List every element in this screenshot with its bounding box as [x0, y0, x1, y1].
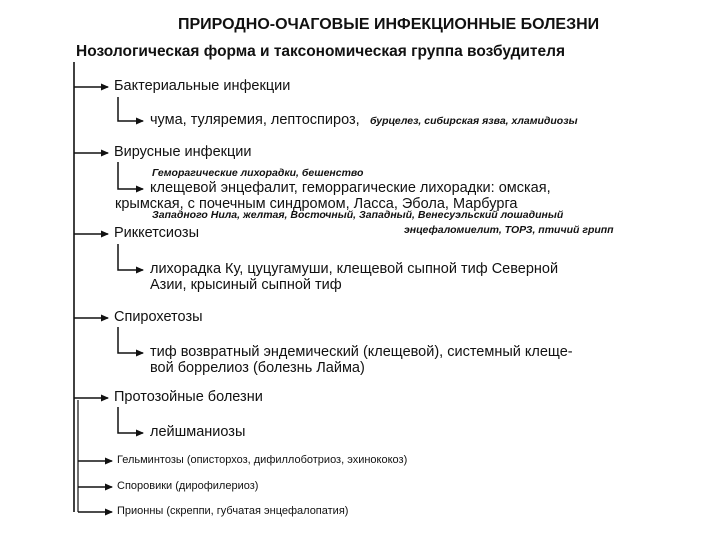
viral-overlay-fevers: Геморагические лихорадки, бешенство — [152, 167, 364, 179]
sub-connector-rickettsial — [118, 244, 143, 270]
sub-connector-bacterial — [118, 97, 143, 121]
viral-overlay-encephalomyelitis: энцефаломиелит, ТОРЗ, птичий грипп — [404, 224, 614, 236]
bacterial-diseases-extra: бурцелез, сибирская язва, хламидиозы — [370, 115, 578, 127]
rickettsial-diseases-line1: лихорадка Ку, цуцугамуши, клещевой сыпной тиф Северной — [150, 261, 559, 277]
protozoal-diseases: лейшманиозы — [150, 424, 246, 440]
bacterial-diseases: чума, туляремия, лептоспироз, — [150, 112, 360, 128]
category-rickettsial: Риккетсиозы — [114, 225, 200, 241]
category-prion: Прионны (скреппи, губчатая энцефалопатия) — [117, 505, 349, 517]
spirochetal-diseases-line2: вой боррелиоз (болезнь Лайма) — [150, 360, 365, 376]
diagram-subtitle: Нозологическая форма и таксономическая группа возбудителя — [76, 43, 566, 60]
sub-connector-spirochetal — [118, 327, 143, 353]
category-sporozoa: Споровики (дирофилериоз) — [117, 480, 259, 492]
category-bacterial: Бактериальные инфекции — [114, 78, 291, 94]
viral-diseases-line1: клещевой энцефалит, геморрагические лихорадки: омская, — [150, 180, 551, 196]
viral-diseases-line2: крымская, с почечным синдромом, Ласса, Эбола, Марбурга — [115, 196, 518, 212]
spirochetal-diseases-line1: тиф возвратный эндемический (клещевой), системный клеще- — [150, 344, 573, 360]
category-helminth: Гельминтозы (описторхоз, дифиллоботриоз, эхинококоз) — [117, 454, 408, 466]
viral-overlay-west-nile: Западного Нила, желтая, Восточный, Западный, Венесуэльский лошадиный — [152, 209, 564, 221]
sub-connector-viral — [118, 162, 143, 189]
category-spirochetal: Спирохетозы — [114, 309, 203, 325]
page-title: ПРИРОДНО-ОЧАГОВЫЕ ИНФЕКЦИОННЫЕ БОЛЕЗНИ — [178, 16, 600, 33]
rickettsial-diseases-line2: Азии, крысиный сыпной тиф — [150, 277, 342, 293]
category-viral: Вирусные инфекции — [114, 144, 252, 160]
sub-connector-protozoal — [118, 407, 143, 433]
category-protozoal: Протозойные болезни — [114, 389, 263, 405]
